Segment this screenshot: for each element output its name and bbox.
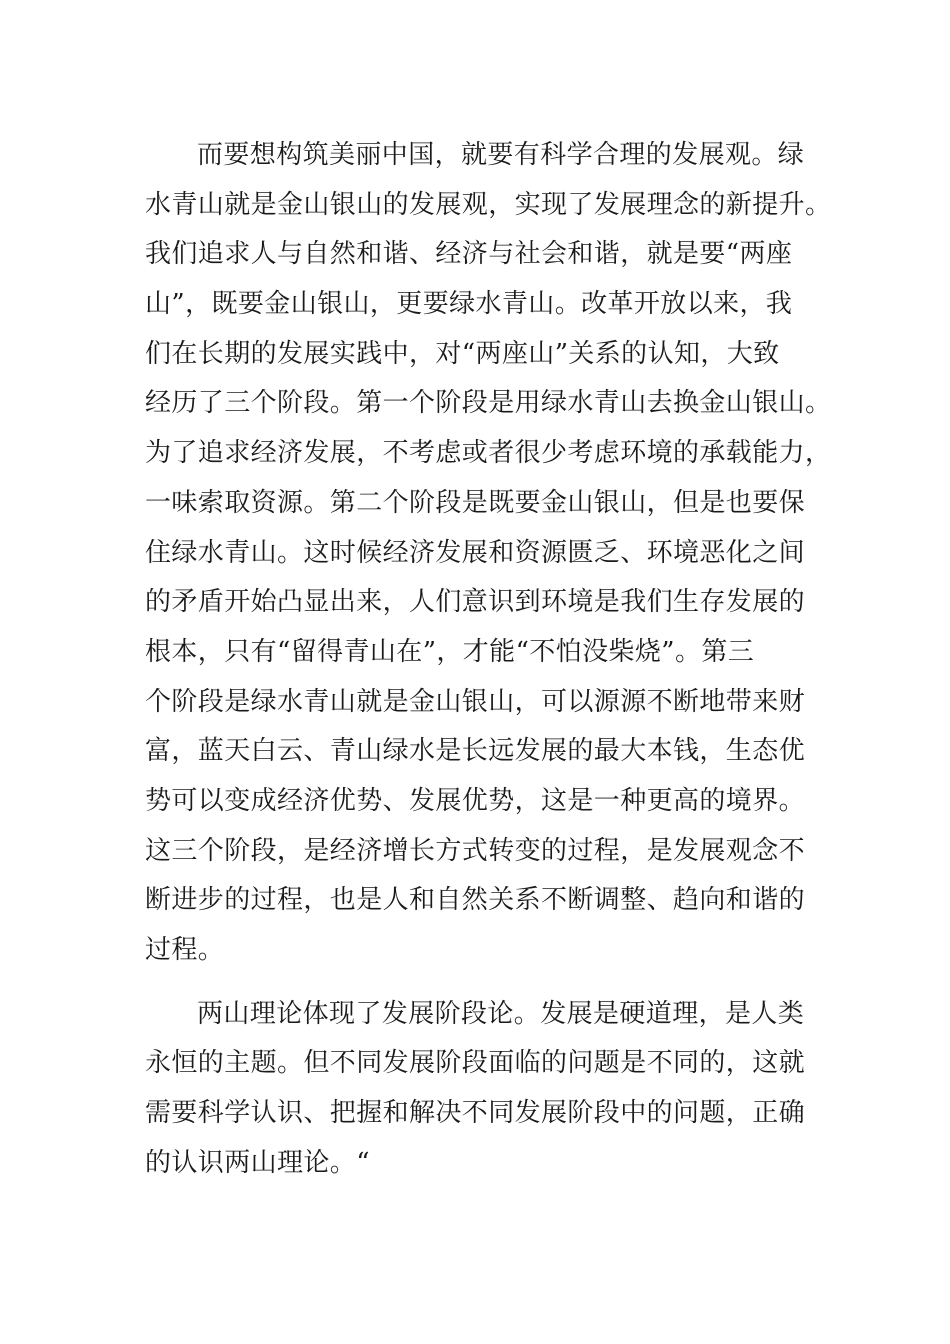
paragraph-line: 而要想构筑美丽中国，就要有科学合理的发展观。绿 [197, 140, 805, 170]
paragraph-line: 富，蓝天白云、青山绿水是长远发展的最大本钱，生态优 [145, 736, 806, 767]
paragraph-line: 的矛盾开始凸显出来，人们意识到环境是我们生存发展的 [145, 587, 806, 618]
paragraph-spacer [145, 976, 805, 990]
paragraph-line: 两山理论体现了发展阶段论。发展是硬道理，是人类 [197, 998, 805, 1029]
paragraph-1 [145, 131, 832, 976]
paragraph-line: 个阶段是绿水青山就是金山银山，可以源源不断地带来财 [145, 686, 806, 717]
paragraph-line: 们在长期的发展实践中，对“两座山”关系的认知，大致 [145, 338, 780, 369]
paragraph-line: 水青山就是金山银山的发展观，实现了发展理念的新提升。 [145, 189, 832, 220]
paragraph-line: 经历了三个阶段。第一个阶段是用绿水青山去换金山银山。 [145, 388, 832, 419]
paragraph-2 [145, 990, 805, 1189]
paragraph-line: 我们追求人与自然和谐、经济与社会和谐，就是要“两座 [145, 239, 793, 270]
paragraph-line: 山”，既要金山银山，更要绿水青山。改革开放以来，我 [145, 289, 793, 320]
paragraph-line: 断进步的过程，也是人和自然关系不断调整、趋向和谐的 [145, 885, 806, 916]
paragraph-line: 根本，只有“留得青山在”，才能“不怕没柴烧”。第三 [145, 636, 755, 667]
document-body [145, 131, 832, 1188]
paragraph-line: 的认识两山理论。“ [145, 1147, 370, 1178]
paragraph-line: 一味索取资源。第二个阶段是既要金山银山，但是也要保 [145, 487, 806, 518]
paragraph-line: 住绿水青山。这时候经济发展和资源匮乏、环境恶化之间 [145, 537, 806, 568]
paragraph-line: 势可以变成经济优势、发展优势，这是一种更高的境界。 [145, 785, 806, 816]
paragraph-line: 需要科学认识、把握和解决不同发展阶段中的问题，正确 [145, 1098, 806, 1129]
paragraph-line: 为了追求经济发展，不考虑或者很少考虑环境的承载能力， [145, 438, 832, 469]
paragraph-line: 过程。 [145, 935, 225, 965]
paragraph-line: 这三个阶段，是经济增长方式转变的过程，是发展观念不 [145, 835, 806, 866]
paragraph-line: 永恒的主题。但不同发展阶段面临的问题是不同的，这就 [145, 1048, 806, 1079]
